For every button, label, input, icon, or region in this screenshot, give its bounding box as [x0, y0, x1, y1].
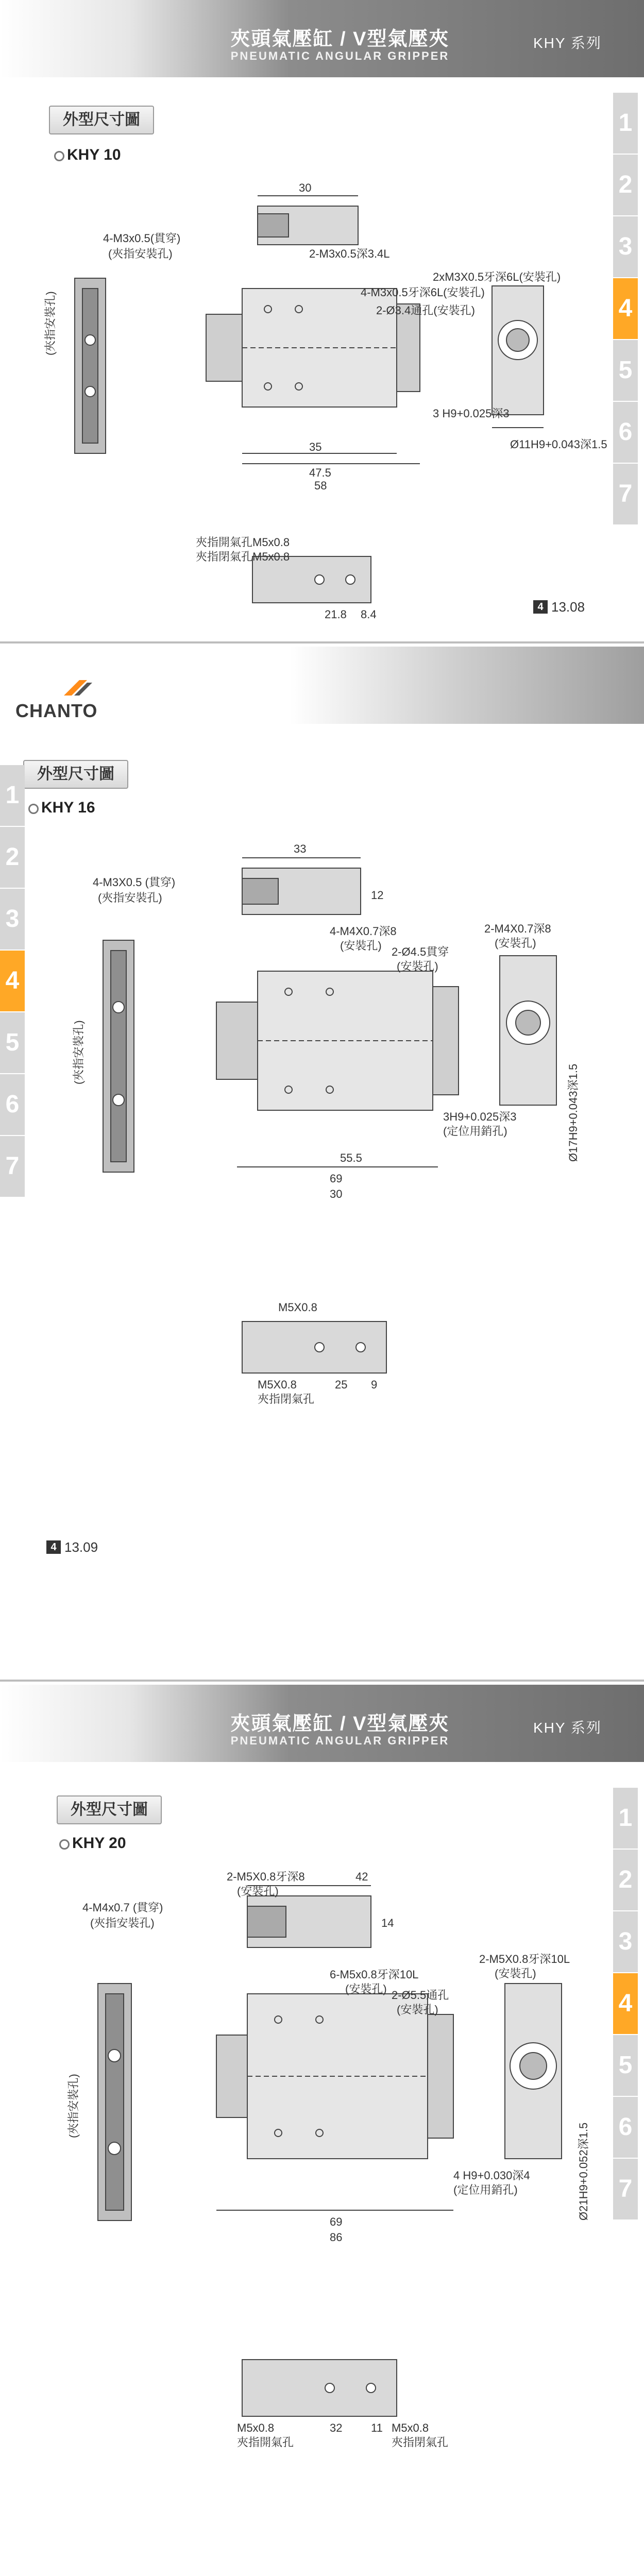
catalog-page-khy20 [0, 1685, 644, 2576]
chapter-tab-2[interactable]: 2 [613, 155, 638, 215]
page-marker-box: 4 [46, 1540, 61, 1554]
chapter-tab-4-active[interactable]: 4 [613, 1973, 638, 2034]
chapter-tab-1[interactable]: 1 [0, 765, 25, 826]
chapter-tab-5[interactable]: 5 [613, 340, 638, 401]
callout-label: M5X0.8 [258, 1378, 297, 1391]
callout-label: M5x0.8 [237, 2421, 275, 2434]
page-divider [0, 1680, 644, 1682]
section-tag: 外型尺寸圖 [23, 760, 128, 789]
chapter-tab-7[interactable]: 7 [613, 2159, 638, 2219]
chapter-tab-3[interactable]: 3 [613, 1911, 638, 1972]
callout-label: (夾指安裝孔) [90, 1917, 155, 1929]
chapter-tab-1[interactable]: 1 [613, 1788, 638, 1849]
chapter-tab-6[interactable]: 6 [0, 1074, 25, 1135]
chapter-tab-5[interactable]: 5 [0, 1012, 25, 1073]
chapter-tab-7[interactable]: 7 [613, 464, 638, 524]
callout-label: (安裝孔) [345, 1982, 387, 1995]
side-label: (夾指安裝孔) [72, 1020, 85, 1084]
technical-drawing-khy20 [0, 1685, 644, 2458]
dim-label: 58 [314, 479, 327, 492]
chapter-tab-3[interactable]: 3 [0, 889, 25, 950]
dim-label: 21.8 [325, 608, 347, 621]
chapter-tab-6[interactable]: 6 [613, 2097, 638, 2158]
chapter-tab-5[interactable]: 5 [613, 2035, 638, 2096]
callout-label: 4-M3x0.5(貫穿) [103, 232, 181, 245]
header-subtitle: PNEUMATIC ANGULAR GRIPPER [230, 49, 450, 62]
callout-label: 4 H9+0.030深4 [453, 2169, 530, 2182]
callout-label: (安裝孔) [397, 2003, 438, 2016]
callout-label: Ø11H9+0.043深1.5 [510, 438, 607, 451]
dim-label: 69 [330, 2215, 343, 2228]
dim-label: 11 [371, 2421, 383, 2434]
dim-label: 47.5 [309, 466, 331, 479]
header-series: KHY 系列 [533, 1720, 602, 1736]
dim-label: 86 [330, 2231, 343, 2244]
dim-label: 12 [371, 889, 384, 902]
callout-label: 4-M3x0.5牙深6L(安裝孔) [361, 286, 485, 299]
header-title: 夾頭氣壓缸 / V型氣壓夾 [230, 1713, 450, 1735]
page-divider [0, 641, 644, 643]
header-title: 夾頭氣壓缸 / V型氣壓夾 [230, 28, 450, 50]
chapter-tab-2[interactable]: 2 [0, 827, 25, 888]
chapter-tab-6[interactable]: 6 [613, 402, 638, 463]
page-number: 13.08 [551, 599, 585, 615]
header-series: KHY 系列 [533, 35, 602, 51]
callout-label: Ø21H9+0.052深1.5 [577, 2122, 590, 2221]
callout-label: 2xM3X0.5牙深6L(安裝孔) [433, 270, 561, 283]
page-marker-box: 4 [533, 600, 548, 614]
callout-label: M5x0.8 [392, 2421, 429, 2434]
dim-label: 42 [355, 1870, 368, 1883]
chapter-tab-7[interactable]: 7 [0, 1136, 25, 1197]
dim-label: 30 [299, 181, 312, 194]
chapter-tab-2[interactable]: 2 [613, 1850, 638, 1910]
callout-label: 3H9+0.025深3 [443, 1110, 517, 1123]
dim-label: 33 [294, 842, 307, 855]
callout-label: (安裝孔) [237, 1885, 279, 1897]
callout-label: 2-Ø4.5貫穿 [392, 945, 449, 958]
callout-label: 4-M4x0.7 (貫穿) [82, 1901, 163, 1914]
chapter-tab-1[interactable]: 1 [613, 93, 638, 154]
dim-label: 25 [335, 1378, 348, 1391]
technical-drawing-khy16 [0, 647, 644, 1419]
chapter-tab-4-active[interactable]: 4 [0, 951, 25, 1011]
catalog-page-khy10 [0, 0, 644, 639]
model-title: KHY 20 [72, 1835, 126, 1852]
brand-name: CHANTO [15, 700, 98, 721]
model-title: KHY 10 [67, 146, 121, 163]
callout-label: 6-M5x0.8牙深10L [330, 1968, 419, 1981]
callout-label: 4-M4X0.7深8 [330, 925, 397, 938]
dim-label: 35 [309, 440, 322, 453]
catalog-page-khy16 [0, 647, 644, 1677]
dim-label: 55.5 [340, 1151, 362, 1164]
side-label: (夾指安裝孔) [67, 2074, 80, 2138]
section-tag: 外型尺寸圖 [57, 1795, 162, 1824]
dim-label: 69 [330, 1172, 343, 1185]
section-tag: 外型尺寸圖 [49, 106, 154, 134]
callout-label: 夾指開氣孔 [237, 2436, 294, 2449]
callout-label: (定位用銷孔) [443, 1125, 507, 1138]
callout-label: M5X0.8 [278, 1301, 317, 1314]
callout-label: (安裝孔) [495, 937, 536, 950]
callout-label: Ø17H9+0.043深1.5 [567, 1063, 580, 1162]
page-number: 13.09 [64, 1539, 98, 1555]
callout-label: 2-Ø5.5通孔 [392, 1989, 449, 2002]
callout-label: 3 H9+0.025深3 [433, 407, 510, 420]
chapter-tab-4-active[interactable]: 4 [613, 278, 638, 339]
callout-label: 2-M5X0.8牙深10L [479, 1953, 570, 1965]
callout-label: 夾指開氣孔M5x0.8 [196, 536, 290, 549]
model-title: KHY 16 [41, 799, 95, 816]
callout-label: 2-M3x0.5深3.4L [309, 247, 390, 260]
header-subtitle: PNEUMATIC ANGULAR GRIPPER [230, 1734, 450, 1747]
dim-label: 32 [330, 2421, 343, 2434]
callout-label: (安裝孔) [340, 939, 382, 952]
callout-label: 夾指閉氣孔M5x0.8 [196, 550, 290, 563]
callout-label: (安裝孔) [495, 1967, 536, 1980]
callout-label: 夾指閉氣孔 [392, 2436, 449, 2449]
callout-label: 2-M4X0.7深8 [484, 922, 551, 935]
side-label: (夾指安裝孔) [44, 291, 57, 355]
dim-label: 9 [371, 1378, 378, 1391]
callout-label: 2-M5X0.8牙深8 [227, 1870, 305, 1883]
callout-label: 4-M3X0.5 (貫穿) [93, 876, 176, 889]
callout-label: (安裝孔) [397, 960, 438, 973]
callout-label: (定位用銷孔) [453, 2183, 518, 2196]
dim-label: 30 [330, 1188, 343, 1200]
callout-label: (夾指安裝孔) [108, 247, 173, 260]
chapter-tab-3[interactable]: 3 [613, 216, 638, 277]
callout-label: 2-Ø3.4通孔(安裝孔) [376, 304, 475, 317]
dim-label: 8.4 [361, 608, 377, 621]
dim-label: 14 [381, 1917, 394, 1929]
technical-drawing-khy10 [0, 0, 644, 639]
callout-label: 夾指閉氣孔 [258, 1393, 315, 1405]
callout-label: (夾指安裝孔) [98, 891, 162, 904]
